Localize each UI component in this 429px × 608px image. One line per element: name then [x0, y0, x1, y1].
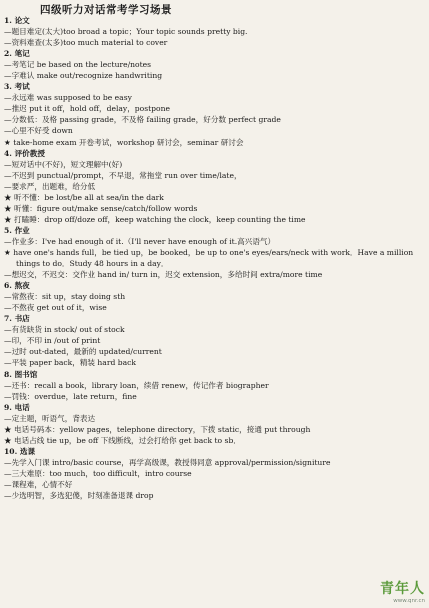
note-line: —题目难定(太大)too broad a topic；Your topic sounds pretty big. — [4, 27, 248, 37]
note-line: —课程难，心情不好 — [4, 479, 73, 489]
section-heading: 8. 图书馆 — [4, 369, 38, 379]
note-line: —推迟 put it off，hold off，delay，postpone — [4, 104, 170, 114]
note-line: —三大难原：too much，too difficult，intro course — [4, 468, 192, 478]
section-heading: 6. 熬夜 — [4, 281, 30, 291]
note-line: ★ take-home exam 开卷考试，workshop 研讨会，seminar 研讨会 — [4, 137, 244, 147]
note-line: ★ 听懂：figure out/make sense/catch/follow words — [4, 203, 198, 213]
note-line: —短对话中(不好)，短文理解中(好) — [4, 159, 123, 169]
note-line: —要求严，出题难，给分低 — [4, 181, 96, 191]
section-heading: 2. 笔记 — [4, 49, 30, 59]
section-heading: 10. 选课 — [4, 446, 36, 456]
note-line: —分数低：及格 passing grade，不及格 failing grade，好分数 perfect grade — [4, 115, 281, 125]
section-heading: 7. 书店 — [4, 314, 30, 324]
note-line: —平装 paper back，精装 hard back — [4, 358, 136, 368]
note-line: —永远难 was supposed to be easy — [4, 93, 132, 103]
page-title: 四级听力对话常考学习场景 — [40, 4, 172, 16]
note-line: —考笔记 be based on the lecture/notes — [4, 60, 152, 70]
note-line: —还书：recall a book，library loan，续借 renew，传记作者 biographer — [4, 380, 269, 390]
notes-content — [4, 15, 424, 501]
note-line: ★ 电话占线 tie up，be off 下线断线，过会打给你 get back to sb． — [4, 435, 241, 445]
note-line: —常熬夜：sit up，stay doing sth — [4, 292, 126, 302]
note-line: —有货缺货 in stock/ out of stock — [4, 325, 125, 335]
section-heading: 1. 论文 — [4, 16, 30, 25]
note-line: —作业多：I've had enough of it.（I'll never have enough of it.高兴语气） — [4, 236, 276, 246]
note-line: —想迟交，不迟交：交作业 hand in/ turn in，迟交 extension，多给时间 extra/more time — [4, 270, 323, 280]
section-heading: 3. 考试 — [4, 82, 30, 92]
note-line: —过时 out-dated，最新的 updated/current — [4, 347, 162, 357]
note-line: —心里不好受 down — [4, 126, 73, 136]
note-line: ★ 电话号码本：yellow pages，telephone directory，下拨 static，接通 put through — [4, 424, 311, 434]
note-line: —少选明智，多选犯傻，时刻准备退课 drop — [4, 491, 154, 501]
note-line: —罚钱：overdue，late return，fine — [4, 391, 137, 401]
note-line: —不迟到 punctual/prompt，不早退，常拖堂 run over time/late， — [4, 170, 242, 180]
note-line: —字难认 make out/recognize handwriting — [4, 71, 163, 81]
watermark-logo: 青年人 — [380, 581, 425, 597]
note-line: ★ have one's hands full，be tied up，be booked，be up to one's eyes/ears/neck with work．Have a million — [4, 247, 414, 257]
section-heading: 5. 作业 — [4, 225, 30, 235]
note-line: —不熬夜 get out of it，wise — [4, 303, 107, 313]
section-heading: 4. 评价教授 — [4, 148, 45, 158]
watermark-url: www.qnr.cn — [393, 598, 425, 604]
section-heading: 9. 电话 — [4, 402, 30, 412]
note-line: —定主题，听语气，背表达 — [4, 413, 96, 423]
note-line: things to do．Study 48 hours in a day． — [16, 259, 169, 269]
note-line: —资料难查(太多)too much material to cover — [4, 38, 168, 48]
note-line: —印，不印 in /out of print — [4, 336, 101, 346]
watermark — [380, 578, 425, 604]
note-line: —先学入门课 intro/basic course，再学高级课，教授得同意 approval/permission/signiture — [4, 457, 331, 467]
note-line: ★ 打瞌睡：drop off/doze off，keep watching the clock，keep counting the time — [4, 214, 306, 224]
note-line: ★ 听不懂：be lost/be all at sea/in the dark — [4, 192, 164, 202]
